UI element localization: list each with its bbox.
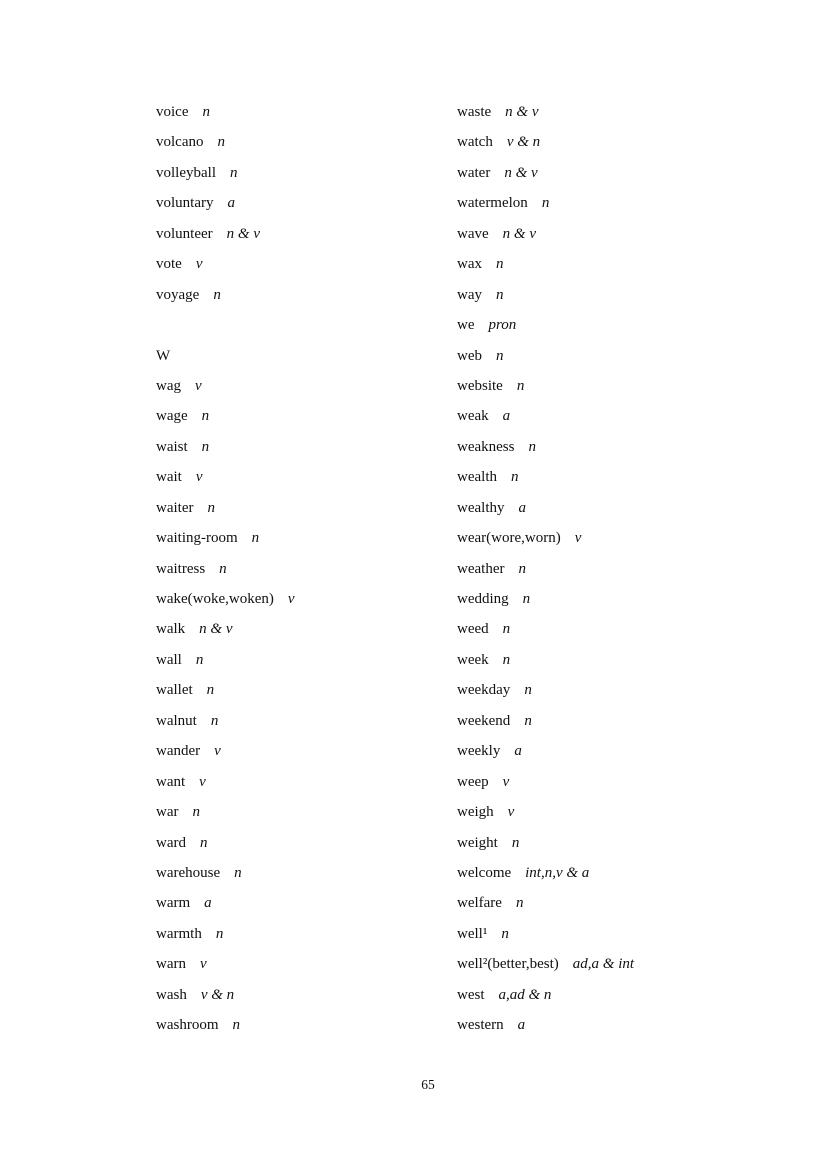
part-of-speech: n: [510, 469, 519, 486]
part-of-speech: n: [201, 438, 210, 455]
word: wait: [156, 469, 182, 486]
word: ward: [156, 834, 186, 851]
word-entry: [156, 621, 295, 651]
word: wag: [156, 377, 181, 394]
word: watch: [457, 134, 493, 151]
part-of-speech: v: [214, 743, 221, 760]
part-of-speech: v & n: [200, 986, 235, 1003]
part-of-speech: n: [215, 925, 224, 942]
part-of-speech: pron: [488, 317, 517, 334]
word-entry: [156, 439, 295, 469]
word-entry: [457, 682, 634, 712]
part-of-speech: n: [502, 651, 511, 668]
part-of-speech: n & v: [502, 225, 536, 242]
page-number: 65: [421, 1077, 435, 1092]
part-of-speech: n: [496, 256, 504, 273]
word: wealthy: [457, 499, 505, 516]
word: voluntary: [156, 195, 214, 212]
word: wealth: [457, 469, 497, 486]
word-entry: [156, 804, 295, 834]
word-entry: [156, 226, 295, 256]
part-of-speech: n: [251, 530, 260, 547]
part-of-speech: v: [287, 591, 295, 607]
word-entry: [457, 469, 634, 499]
word: water: [457, 164, 491, 181]
word-list-column-right: [457, 104, 634, 1048]
word: want: [156, 773, 186, 790]
word: well²(better,best): [457, 956, 559, 973]
word-entry: [457, 561, 634, 591]
word-entry: [457, 439, 634, 469]
word: wear(wore,worn): [457, 530, 561, 547]
part-of-speech: v: [195, 256, 203, 273]
word: weakness: [457, 438, 515, 455]
word-entry: [156, 1017, 295, 1047]
word-entry: [457, 591, 634, 621]
word: weight: [457, 834, 498, 851]
part-of-speech: n: [522, 591, 531, 607]
word: W: [156, 347, 171, 364]
part-of-speech: n: [230, 164, 238, 181]
word: weekend: [457, 712, 511, 729]
word-entry: [156, 835, 295, 865]
word-entry: [457, 743, 634, 773]
part-of-speech: a: [517, 1017, 526, 1034]
word-entry: [457, 926, 634, 956]
part-of-speech: n: [511, 834, 520, 851]
word-entry: [156, 195, 295, 225]
word-entry: [156, 743, 295, 773]
word: web: [457, 347, 482, 364]
word-entry: [156, 165, 295, 195]
part-of-speech: n & v: [199, 621, 233, 638]
word-entry: [457, 195, 634, 225]
word: well¹: [457, 925, 488, 942]
word: wage: [156, 408, 188, 425]
word-entry: [457, 287, 634, 317]
word-entry: [457, 895, 634, 925]
word-entry: [156, 500, 295, 530]
word: walk: [156, 621, 186, 638]
word: warn: [156, 956, 186, 973]
word-entry: [457, 835, 634, 865]
word: warm: [156, 895, 191, 912]
part-of-speech: v: [199, 773, 206, 790]
word-entry: [457, 621, 634, 651]
word-entry: [457, 165, 634, 195]
word: washroom: [156, 1017, 219, 1034]
part-of-speech: n & v: [505, 104, 539, 120]
word: we: [457, 317, 475, 334]
word-entry: [457, 104, 634, 134]
word: weak: [457, 408, 489, 425]
part-of-speech: ad,a & int: [572, 956, 635, 973]
word: walnut: [156, 712, 197, 729]
part-of-speech: n: [200, 834, 208, 851]
word-entry: [457, 530, 634, 560]
word-entry: [457, 652, 634, 682]
word: watermelon: [457, 195, 528, 212]
word-entry: [457, 408, 634, 438]
word-entry: [156, 530, 295, 560]
word-entry: [457, 378, 634, 408]
word: way: [457, 286, 482, 303]
part-of-speech: n: [501, 925, 509, 942]
part-of-speech: v: [195, 469, 203, 486]
part-of-speech: n: [217, 134, 225, 151]
word: waiter: [156, 499, 194, 516]
part-of-speech: n: [541, 195, 550, 212]
part-of-speech: n & v: [226, 225, 260, 242]
part-of-speech: n: [524, 682, 532, 699]
word: weep: [457, 773, 489, 790]
part-of-speech: n: [192, 804, 200, 821]
word-entry: [156, 652, 295, 682]
part-of-speech: v: [200, 956, 207, 973]
part-of-speech: n: [195, 651, 204, 668]
word-entry: [457, 987, 634, 1017]
part-of-speech: n & v: [504, 164, 538, 181]
part-of-speech: a: [227, 195, 235, 212]
word-entry: [156, 378, 295, 408]
part-of-speech: v: [195, 377, 202, 394]
word: wake(woke,woken): [156, 591, 274, 607]
part-of-speech: n: [502, 621, 511, 638]
word: wedding: [457, 591, 509, 607]
part-of-speech: v: [507, 804, 515, 821]
word-entry: [457, 348, 634, 378]
word-entry: [156, 926, 295, 956]
part-of-speech: v & n: [506, 134, 541, 151]
word: volcano: [156, 134, 204, 151]
word-entry: [156, 561, 295, 591]
word: voyage: [156, 286, 200, 303]
word-entry: [457, 1017, 634, 1047]
part-of-speech: n: [210, 712, 219, 729]
blank-row: [156, 317, 295, 347]
word: website: [457, 377, 503, 394]
word-entry: [156, 287, 295, 317]
part-of-speech: n: [516, 377, 525, 394]
part-of-speech: n: [496, 347, 504, 364]
word-entry: [156, 987, 295, 1017]
part-of-speech: n: [515, 895, 524, 912]
word: west: [457, 986, 485, 1003]
word-entry: [156, 713, 295, 743]
part-of-speech: n: [207, 499, 215, 516]
word: wander: [156, 743, 201, 760]
part-of-speech: n: [234, 864, 242, 881]
part-of-speech: n: [206, 682, 215, 699]
word-entry: [457, 256, 634, 286]
part-of-speech: a: [204, 895, 212, 912]
word: weather: [457, 560, 505, 577]
word-entry: [156, 956, 295, 986]
word: weekday: [457, 682, 511, 699]
word: welfare: [457, 895, 502, 912]
word-entry: [457, 134, 634, 164]
word-entry: [156, 104, 295, 134]
word-entry: [156, 774, 295, 804]
word: weed: [457, 621, 489, 638]
word: wash: [156, 986, 187, 1003]
word-entry: [156, 895, 295, 925]
word: weigh: [457, 804, 494, 821]
part-of-speech: n: [528, 438, 536, 455]
word-entry: [457, 226, 634, 256]
word: waitress: [156, 560, 206, 577]
word: week: [457, 651, 489, 668]
word-entry: [156, 256, 295, 286]
word: wall: [156, 651, 182, 668]
part-of-speech: n: [202, 104, 210, 120]
word-entry: [156, 682, 295, 712]
word: weekly: [457, 743, 501, 760]
word: vote: [156, 256, 182, 273]
section-letter: [156, 348, 295, 378]
word: wallet: [156, 682, 193, 699]
part-of-speech: a: [518, 499, 526, 516]
word: voice: [156, 104, 189, 120]
word: wax: [457, 256, 482, 273]
word: welcome: [457, 864, 512, 881]
part-of-speech: v: [574, 530, 582, 547]
word: warehouse: [156, 864, 221, 881]
word-entry: [457, 317, 634, 347]
word-entry: [457, 774, 634, 804]
word-entry: [156, 865, 295, 895]
word: warmth: [156, 925, 202, 942]
part-of-speech: int,n,v & a: [525, 864, 590, 881]
part-of-speech: n: [524, 712, 532, 729]
word: war: [156, 804, 179, 821]
part-of-speech: n: [518, 560, 526, 577]
word: western: [457, 1017, 504, 1034]
word: waste: [457, 104, 492, 120]
part-of-speech: n: [219, 560, 227, 577]
word: waiting-room: [156, 530, 238, 547]
part-of-speech: n: [213, 286, 221, 303]
word-entry: [457, 713, 634, 743]
part-of-speech: v: [502, 773, 510, 790]
word-entry: [457, 956, 634, 986]
word-entry: [156, 134, 295, 164]
part-of-speech: a,ad & n: [498, 986, 552, 1003]
word-entry: [156, 591, 295, 621]
word-entry: [457, 500, 634, 530]
word-entry: [457, 804, 634, 834]
part-of-speech: n: [232, 1017, 240, 1034]
part-of-speech: n: [496, 286, 504, 303]
word: wave: [457, 225, 489, 242]
word: waist: [156, 438, 188, 455]
part-of-speech: n: [201, 408, 210, 425]
word-entry: [156, 408, 295, 438]
word: volleyball: [156, 164, 216, 181]
word-entry: [156, 469, 295, 499]
word-list-column-left: [156, 104, 295, 1048]
word: volunteer: [156, 225, 213, 242]
part-of-speech: a: [514, 743, 522, 760]
word-entry: [457, 865, 634, 895]
part-of-speech: a: [502, 408, 511, 425]
